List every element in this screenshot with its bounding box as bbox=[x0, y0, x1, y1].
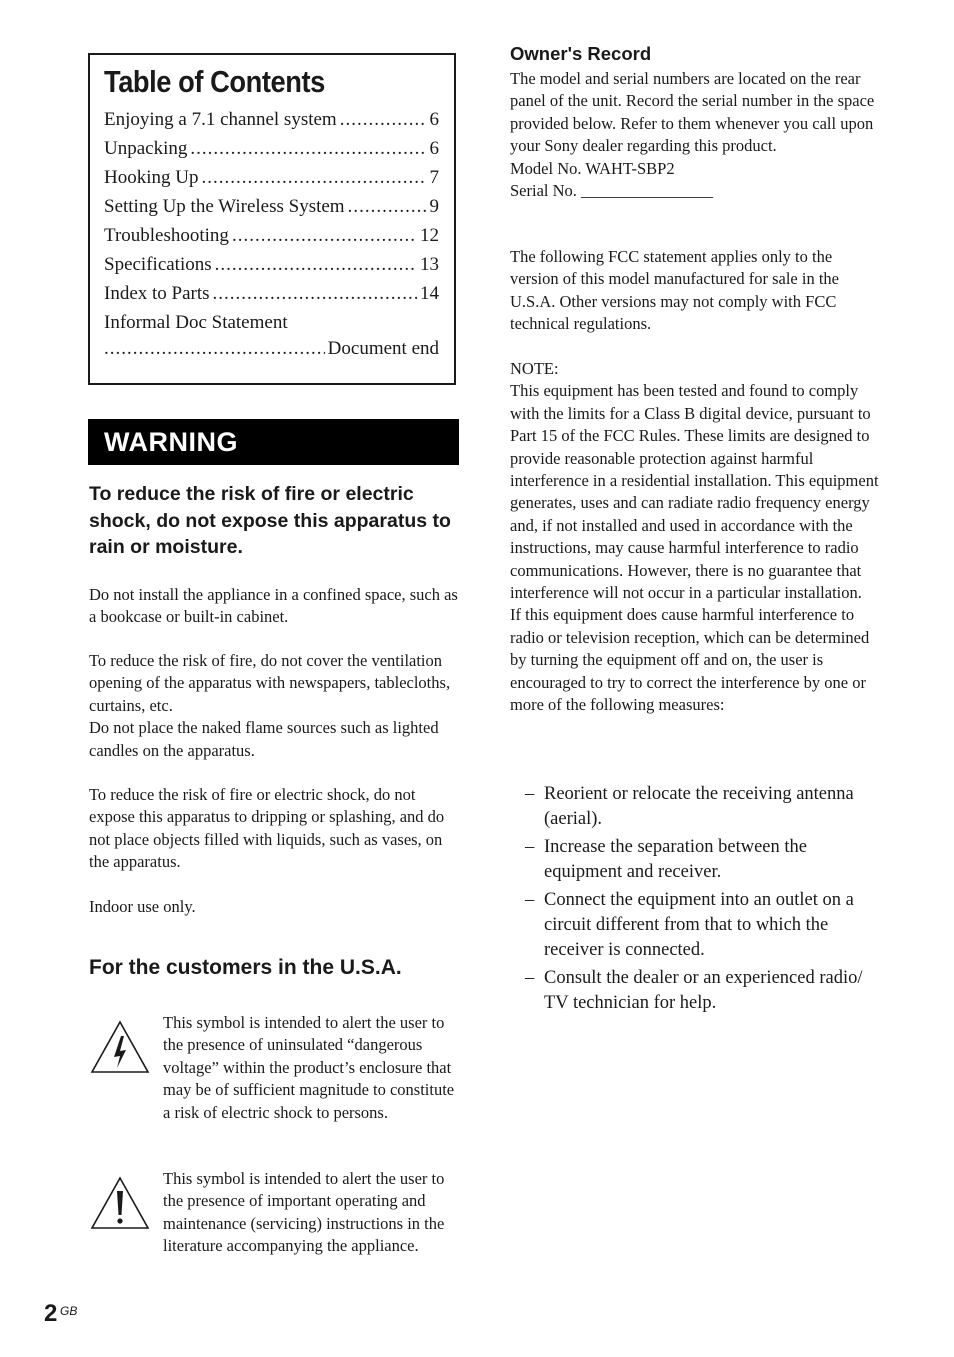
page-suffix: GB bbox=[60, 1304, 78, 1318]
owners-record-text: The model and serial numbers are located on the rear panel of the unit. Record the serial number in the space provided below. Refer to them whenever you call upon your Sony dealer regarding this product. Model No. WAHT-SBP2 Serial No. ________________ bbox=[510, 69, 875, 201]
measure-text: Increase the separation between the equipment and receiver. bbox=[544, 837, 807, 882]
usa-heading: For the customers in the U.S.A. bbox=[89, 956, 402, 979]
toc-item-page: 13 bbox=[420, 254, 439, 275]
dash-bullet: – bbox=[525, 837, 535, 857]
list-item bbox=[525, 888, 885, 963]
warning-paragraph: Indoor use only. bbox=[89, 897, 196, 916]
toc-item-label: Index to Parts bbox=[104, 283, 210, 304]
toc-item-page: 6 bbox=[429, 109, 439, 130]
toc-item bbox=[104, 312, 439, 338]
fcc-statement: The following FCC statement applies only to the version of this model manufactured for sale in the U.S.A. Other versions may not comply with FCC technical regulations. bbox=[510, 247, 839, 334]
toc-leader bbox=[232, 225, 417, 247]
toc-item bbox=[104, 196, 439, 225]
dash-bullet: – bbox=[525, 890, 535, 910]
owners-record-heading: Owner's Record bbox=[510, 43, 652, 64]
toc-leader bbox=[340, 109, 427, 131]
toc-title: Table of Contents bbox=[104, 64, 325, 99]
fcc-note: NOTE: This equipment has been tested and found to comply with the limits for a Class B digital device, pursuant to Part 15 of the FCC Rules. These limits are designed to provide reasonable protection against harmful interference in a residential installation. This equipment generates, uses and can radiate radio frequency energy and, if not installed and used in accordance with the instructions, may cause harmful interference to radio communications. However, there is no guarantee that interference will not occur in a particular installation. If this equipment does cause harmful interference to radio or television reception, which can be determined by turning the equipment off and on, the user is encouraged to try to correct the interference by one or more of the following measures: bbox=[510, 359, 879, 715]
toc-item-label: Unpacking bbox=[104, 138, 188, 159]
toc-item bbox=[104, 225, 439, 254]
toc-item bbox=[104, 283, 439, 312]
toc-item bbox=[104, 254, 439, 283]
warning-paragraph: Do not install the appliance in a confined space, such as a bookcase or built-in cabinet. bbox=[89, 585, 458, 627]
toc-item-page: 12 bbox=[420, 225, 439, 246]
warning-paragraph: To reduce the risk of fire or electric shock, do not expose this apparatus to dripping or splashing, and do not place objects filled with liquids, such as vases, on the apparatus. bbox=[89, 785, 445, 872]
list-item bbox=[525, 835, 885, 885]
toc-item-label: Specifications bbox=[104, 254, 212, 275]
measure-text: Connect the equipment into an outlet on a circuit different from that to which the receiver is connected. bbox=[544, 890, 854, 960]
toc-item bbox=[104, 138, 439, 167]
toc-item-page: 7 bbox=[429, 167, 439, 188]
measure-text: Consult the dealer or an experienced radio/ TV technician for help. bbox=[544, 968, 863, 1013]
toc-item-label: Troubleshooting bbox=[104, 225, 229, 246]
toc-leader bbox=[201, 167, 426, 189]
toc-item-label: Enjoying a 7.1 channel system bbox=[104, 109, 337, 130]
dash-bullet: – bbox=[525, 968, 535, 988]
toc-item-label: Informal Doc Statement bbox=[104, 312, 288, 333]
warning-paragraph: To reduce the risk of fire, do not cover the ventilation opening of the apparatus with newspapers, tablecloths, curtains, etc. Do not place the naked flame sources such as lighted candles on the apparatus. bbox=[89, 651, 451, 760]
lightning-triangle-icon bbox=[90, 1019, 150, 1075]
toc-item-page: Document end bbox=[327, 338, 439, 359]
toc-list bbox=[104, 109, 439, 367]
toc-item bbox=[104, 167, 439, 196]
exclamation-triangle-icon bbox=[90, 1175, 150, 1231]
page-number: 2 bbox=[44, 1300, 58, 1327]
warning-title: WARNING bbox=[104, 427, 238, 457]
toc-item bbox=[104, 109, 439, 138]
toc-item-page: 9 bbox=[429, 196, 439, 217]
toc-leader bbox=[213, 283, 417, 305]
symbol-description: This symbol is intended to alert the user to the presence of uninsulated “dangerous voltage” within the product’s enclosure that may be of sufficient magnitude to constitute a risk of electric shock to persons. bbox=[163, 1013, 455, 1122]
toc-leader bbox=[215, 254, 417, 276]
symbol-description: This symbol is intended to alert the user to the presence of important operating and maintenance (servicing) instructions in the literature accompanying the appliance. bbox=[163, 1169, 445, 1256]
list-item bbox=[525, 782, 885, 832]
toc-item-label: Setting Up the Wireless System bbox=[104, 196, 345, 217]
toc-item-page: 6 bbox=[429, 138, 439, 159]
measures-list bbox=[525, 782, 885, 1019]
dash-bullet: – bbox=[525, 784, 535, 804]
toc-leader bbox=[348, 196, 427, 218]
toc-leader bbox=[190, 138, 426, 160]
toc-leader bbox=[104, 338, 325, 360]
toc-item-continued bbox=[104, 338, 439, 367]
toc-item-page: 14 bbox=[420, 283, 439, 304]
list-item bbox=[525, 966, 885, 1016]
warning-heading: To reduce the risk of fire or electric shock, do not expose this apparatus to rain or moisture. bbox=[89, 483, 451, 558]
measure-text: Reorient or relocate the receiving antenna (aerial). bbox=[544, 784, 854, 829]
toc-item-label: Hooking Up bbox=[104, 167, 199, 188]
